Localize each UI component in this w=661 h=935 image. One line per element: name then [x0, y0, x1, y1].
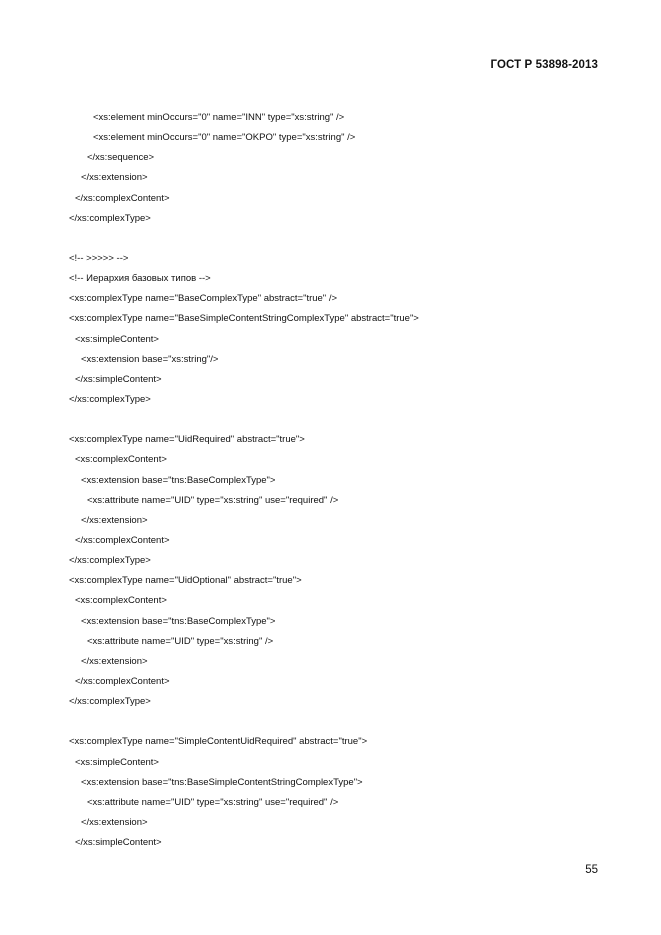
page-number: 55: [585, 864, 598, 876]
code-line: </xs:simpleContent>: [75, 373, 162, 385]
code-line: <xs:complexType name="UidOptional" abstract="true">: [69, 575, 302, 587]
code-line: </xs:complexContent>: [75, 192, 170, 204]
code-line: </xs:complexType>: [69, 393, 151, 405]
code-line: <xs:extension base="tns:BaseComplexType">: [81, 474, 276, 486]
blank-line: [69, 712, 629, 732]
code-line: <xs:extension base="xs:string"/>: [81, 353, 219, 365]
code-line: </xs:extension>: [81, 655, 148, 667]
code-line: <xs:complexType name="UidRequired" abstract="true">: [69, 434, 305, 446]
code-line: <xs:extension base="tns:BaseSimpleContentStringComplexType">: [81, 776, 363, 788]
code-line: <xs:simpleContent>: [75, 756, 159, 768]
code-line: </xs:simpleContent>: [75, 837, 162, 849]
code-line: </xs:complexType>: [69, 555, 151, 567]
document-standard-number: ГОСТ Р 53898-2013: [490, 59, 598, 71]
code-line: </xs:extension>: [81, 514, 148, 526]
code-line: <xs:attribute name="UID" type="xs:string" use="required" />: [87, 494, 339, 506]
code-line: <xs:extension base="tns:BaseComplexType">: [81, 615, 276, 627]
code-line: <xs:attribute name="UID" type="xs:string" />: [87, 635, 274, 647]
code-line: <xs:complexType name="BaseSimpleContentStringComplexType" abstract="true">: [69, 313, 419, 325]
code-line: <xs:element minOccurs="0" name="INN" type="xs:string" />: [93, 112, 345, 123]
code-line: <!-- >>>>> -->: [69, 252, 129, 264]
code-line: </xs:complexType>: [69, 212, 151, 224]
code-line: <xs:simpleContent>: [75, 333, 159, 345]
code-line: </xs:extension>: [81, 172, 148, 184]
blank-line: [69, 410, 629, 430]
code-line: <!-- Иерархия базовых типов -->: [69, 273, 211, 285]
code-line: <xs:complexType name="BaseComplexType" abstract="true" />: [69, 293, 338, 305]
xml-schema-code-block: [69, 108, 629, 853]
code-line: <xs:complexContent>: [75, 454, 167, 466]
code-line: </xs:sequence>: [87, 152, 155, 164]
code-line: </xs:complexContent>: [75, 534, 170, 546]
code-line: <xs:attribute name="UID" type="xs:string" use="required" />: [87, 796, 339, 808]
code-line: </xs:complexContent>: [75, 675, 170, 687]
code-line: <xs:element minOccurs="0" name="OKPO" type="xs:string" />: [93, 132, 356, 144]
code-line: <xs:complexContent>: [75, 595, 167, 607]
code-line: </xs:complexType>: [69, 696, 151, 708]
code-line: </xs:extension>: [81, 816, 148, 828]
code-line: <xs:complexType name="SimpleContentUidRequired" abstract="true">: [69, 736, 368, 748]
blank-line: [69, 229, 629, 249]
